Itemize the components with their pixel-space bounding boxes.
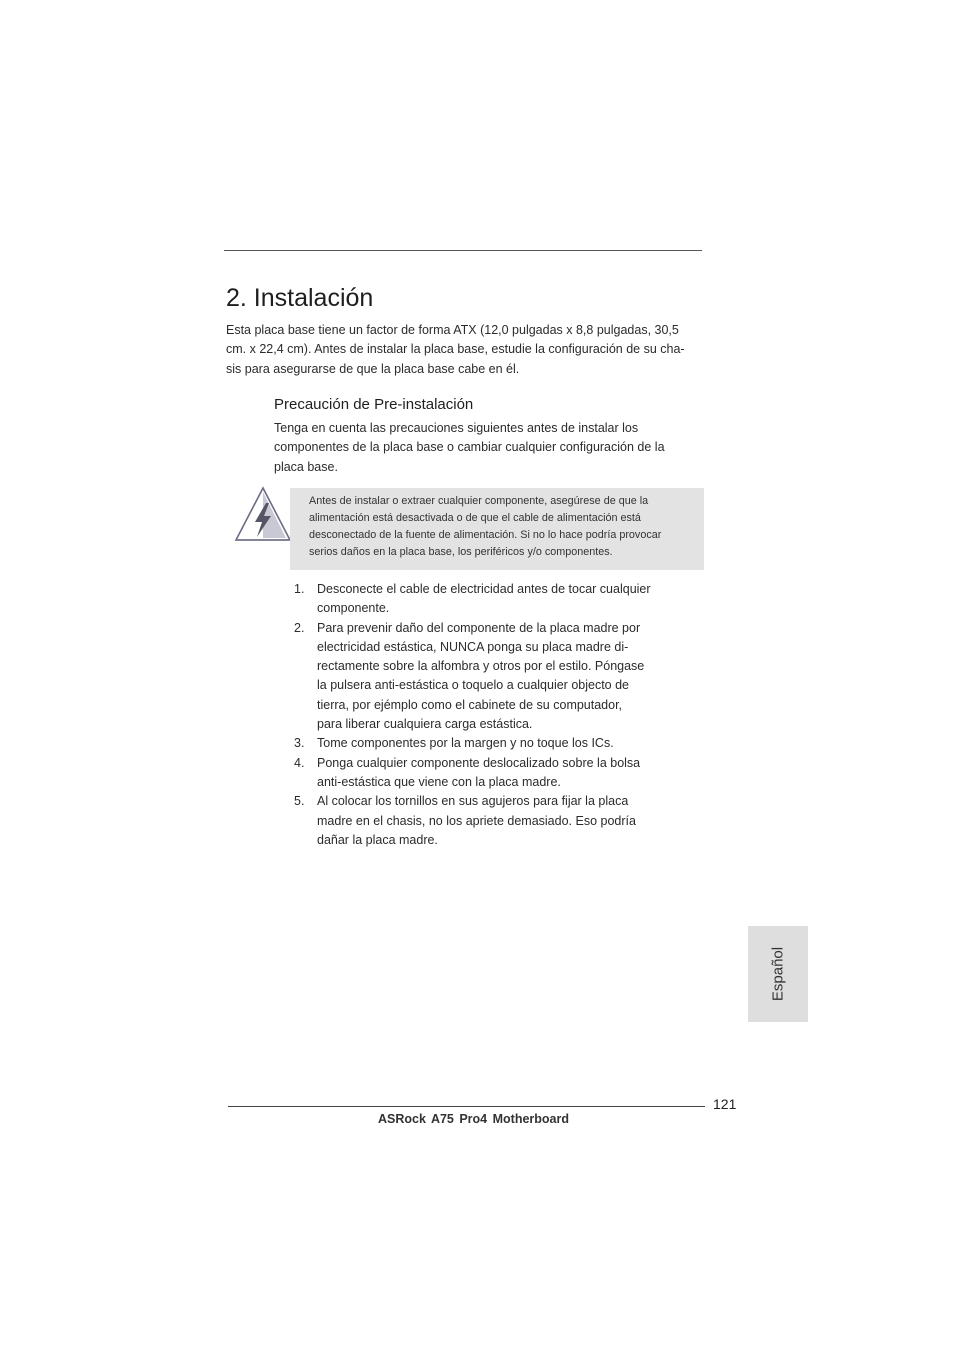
language-tab-label: Español (769, 946, 787, 1002)
step-line: Al colocar los tornillos en sus agujeros para fijar la placa (317, 794, 629, 809)
step-line: electricidad estástica, NUNCA ponga su placa madre di- (317, 639, 629, 654)
step-line: Ponga cualquier componente deslocalizado sobre la bolsa (317, 755, 641, 770)
step-line: componente. (317, 601, 390, 616)
step-number: 2. (294, 620, 305, 635)
precaution-line: placa base. (274, 459, 338, 474)
warning-line: alimentación está desactivada o de que el cable de alimentación está (309, 512, 641, 524)
precaution-line: componentes de la placa base o cambiar cualquier configuración de la (274, 440, 665, 455)
warning-line: serios daños en la placa base, los periféricos y/o componentes. (309, 546, 613, 558)
page-number: 121 (713, 1096, 737, 1112)
list-item (294, 754, 674, 793)
step-number: 5. (294, 794, 305, 809)
list-item (294, 734, 674, 753)
step-line: dañar la placa madre. (317, 832, 438, 847)
step-number: 3. (294, 736, 305, 751)
step-line: Para prevenir daño del componente de la placa madre por (317, 620, 641, 635)
language-tab (748, 926, 808, 1022)
step-number: 4. (294, 755, 305, 770)
step-line: Desconecte el cable de electricidad antes de tocar cualquier (317, 582, 651, 596)
step-line: madre en el chasis, no los apriete demasiado. Eso podría (317, 813, 636, 828)
warning-line: desconectado de la fuente de alimentación. Si no lo hace podría provocar (309, 529, 662, 541)
intro-line: cm. x 22,4 cm). Antes de instalar la placa base, estudie la configuración de su cha- (226, 342, 685, 357)
warning-note-box (290, 488, 704, 570)
step-line: para liberar cualquiera carga estástica. (317, 717, 533, 732)
precaution-paragraph (274, 419, 694, 477)
warning-electric-icon (234, 486, 292, 542)
step-line: anti-estástica que viene con la placa madre. (317, 774, 561, 789)
precaution-line: Tenga en cuenta las precauciones siguientes antes de instalar los (274, 421, 639, 435)
step-number: 1. (294, 582, 305, 596)
list-item (294, 580, 674, 619)
section-subtitle: Precaución de Pre-instalación (274, 396, 474, 413)
intro-line: sis para asegurarse de que la placa base cabe en él. (226, 361, 520, 376)
steps-list (294, 580, 674, 850)
intro-line: Esta placa base tiene un factor de forma ATX (12,0 pulgadas x 8,8 pulgadas, 30,5 (226, 323, 679, 337)
top-divider (224, 250, 702, 251)
list-item (294, 619, 674, 735)
step-line: Tome componentes por la margen y no toque los ICs. (317, 736, 614, 751)
list-item (294, 792, 674, 850)
step-line: tierra, por ejémplo como el cabinete de su computador, (317, 697, 623, 712)
warning-line: Antes de instalar o extraer cualquier componente, asegúrese de que la (309, 495, 649, 507)
bottom-divider (228, 1106, 705, 1107)
page-title: 2. Instalación (226, 284, 374, 312)
step-line: rectamente sobre la alfombra y otros por el estilo. Póngase (317, 659, 645, 674)
footer-product: ASRock A75 Pro4 Motherboard (378, 1112, 569, 1126)
intro-paragraph (226, 321, 702, 379)
step-line: la pulsera anti-estástica o toquelo a cualquier objecto de (317, 678, 630, 693)
